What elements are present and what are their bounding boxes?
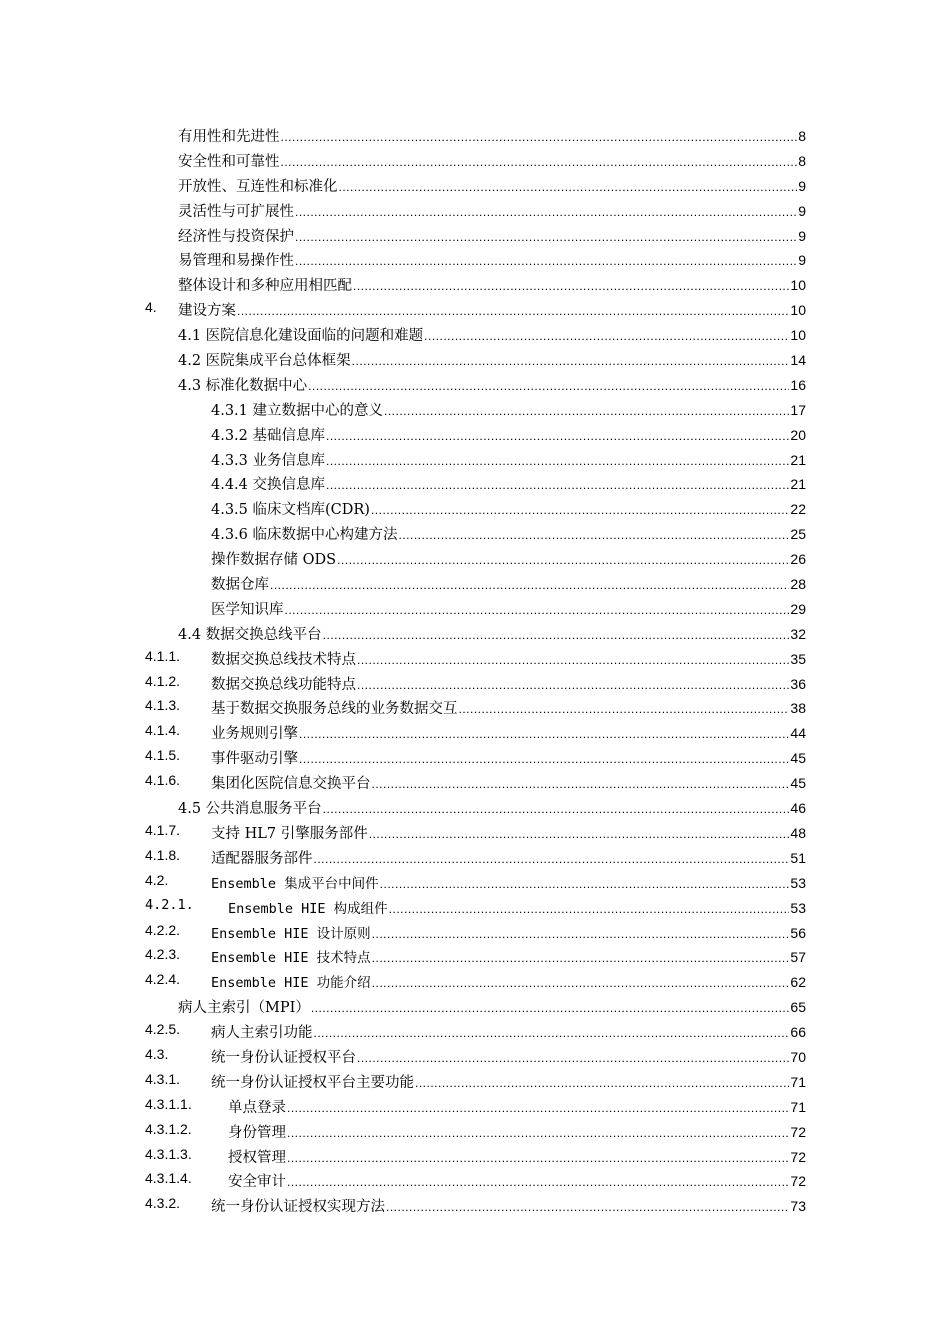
toc-dot-leader: [372, 927, 790, 941]
toc-entry-page: 25: [790, 526, 806, 543]
toc-dot-leader: [357, 1051, 789, 1065]
toc-entry[interactable]: [0, 1044, 950, 1069]
toc-entry[interactable]: [0, 571, 950, 596]
toc-dot-leader: [389, 902, 790, 916]
toc-entry-title: 集团化医院信息交换平台: [211, 776, 371, 793]
toc-entry-page: 72: [790, 1123, 806, 1140]
toc-entry-title: Ensemble HIE 设计原则: [211, 925, 371, 942]
toc-entry-number: 4.1.5.: [145, 747, 181, 764]
toc-entry-title: Ensemble HIE 构成组件: [228, 900, 388, 917]
toc-entry-line: [211, 424, 806, 445]
toc-dot-leader: [287, 1151, 789, 1165]
toc-entry-number: 4.1.6.: [145, 772, 181, 789]
toc-entry-title: 数据仓库: [211, 577, 269, 594]
toc-entry-title: 安全性和可靠性: [178, 153, 280, 170]
toc-entry[interactable]: [0, 994, 950, 1019]
toc-entry[interactable]: [0, 969, 950, 994]
toc-entry-line: [211, 946, 806, 966]
toc-entry[interactable]: [0, 646, 950, 671]
toc-entry-number: 4.1.8.: [145, 846, 181, 863]
toc-entry-page: 8: [798, 152, 806, 169]
toc-entry-page: 53: [790, 899, 806, 916]
toc-dot-leader: [339, 180, 798, 194]
toc-entry-title: 业务规则引擎: [211, 726, 298, 743]
toc-entry[interactable]: [0, 820, 950, 845]
toc-entry-title: 事件驱动引擎: [211, 751, 298, 768]
toc-entry-line: [178, 797, 806, 818]
toc-entry-page: 32: [790, 625, 806, 642]
toc-entry-page: 51: [790, 849, 806, 866]
toc-entry-title: 身份管理: [228, 1124, 286, 1141]
toc-entry[interactable]: [0, 198, 950, 223]
toc-dot-leader: [326, 454, 789, 468]
toc-entry-line: [211, 548, 806, 569]
toc-dot-leader: [295, 205, 797, 219]
toc-dot-leader: [326, 429, 789, 443]
toc-entry-page: 46: [790, 800, 806, 817]
toc-entry[interactable]: [0, 521, 950, 546]
toc-entry-line: [228, 1096, 806, 1117]
toc-entry-line: [211, 697, 806, 718]
toc-entry-number: 4.3.1.3.: [145, 1145, 192, 1162]
toc-entry-title: 4.2 医院集成平台总体框架: [178, 353, 351, 370]
toc-entry-title: 适配器服务部件: [211, 850, 313, 867]
toc-entry-page: 38: [790, 700, 806, 717]
toc-entry-line: [178, 623, 806, 644]
toc-entry[interactable]: [0, 596, 950, 621]
toc-dot-leader: [353, 279, 789, 293]
toc-entry-line: [228, 1121, 806, 1142]
toc-entry-page: 9: [798, 227, 806, 244]
toc-entry-title: 4.5 公共消息服务平台: [178, 801, 322, 818]
toc-entry-line: [228, 1170, 806, 1191]
toc-entry[interactable]: [0, 1069, 950, 1094]
toc-entry-title: 4.1 医院信息化建设面临的问题和难题: [178, 328, 424, 345]
toc-entry[interactable]: [0, 621, 950, 646]
toc-dot-leader: [380, 877, 790, 891]
toc-entry-line: [178, 249, 806, 270]
toc-entry-title: 易管理和易操作性: [178, 253, 294, 270]
toc-entry-title: 基于数据交换服务总线的业务数据交互: [211, 701, 458, 718]
toc-entry[interactable]: [0, 895, 950, 920]
toc-entry-page: 44: [790, 725, 806, 742]
toc-dot-leader: [237, 304, 789, 318]
toc-entry-line: [228, 1146, 806, 1167]
toc-entry-title: 4.4.4 交换信息库: [211, 477, 326, 494]
toc-entry-line: [211, 598, 806, 619]
toc-entry-page: 57: [790, 949, 806, 966]
toc-entry-line: [178, 324, 806, 345]
toc-entry-number: 4.2.3.: [145, 946, 181, 963]
toc-entry[interactable]: [0, 944, 950, 969]
toc-entry-number: 4.1.7.: [145, 821, 181, 838]
toc-entry-number: 4.1.3.: [145, 697, 181, 714]
toc-entry-line: [178, 299, 806, 320]
toc-entry[interactable]: [0, 372, 950, 397]
toc-entry-page: 73: [790, 1198, 806, 1215]
toc-entry-line: [211, 1046, 806, 1067]
toc-entry-title: 整体设计和多种应用相匹配: [178, 278, 352, 295]
toc-entry[interactable]: [0, 1119, 950, 1144]
toc-entry[interactable]: [0, 397, 950, 422]
toc-entry-page: 35: [790, 650, 806, 667]
toc-entry-title: 经济性与投资保护: [178, 228, 294, 245]
toc-entry-line: [211, 498, 806, 519]
toc-entry-title: 数据交换总线技术特点: [211, 651, 356, 668]
toc-dot-leader: [357, 653, 789, 667]
toc-entry-page: 29: [790, 600, 806, 617]
toc-entry-title: 灵活性与可扩展性: [178, 203, 294, 220]
toc-entry-number: 4.2.4.: [145, 971, 181, 988]
toc-dot-leader: [287, 1175, 789, 1189]
toc-dot-leader: [323, 628, 790, 642]
toc-entry-number: 4.3.1.: [145, 1070, 181, 1087]
toc-entry[interactable]: [0, 422, 950, 447]
toc-entry-line: [211, 1195, 806, 1216]
toc-entry-page: 20: [790, 426, 806, 443]
toc-entry[interactable]: [0, 347, 950, 372]
toc-entry-title: 开放性、互连性和标准化: [178, 178, 338, 195]
toc-entry-line: [211, 922, 806, 942]
toc-entry-title: 4.3.3 业务信息库: [211, 452, 326, 469]
toc-entry-page: 53: [790, 874, 806, 891]
toc-entry-page: 71: [790, 1098, 806, 1115]
toc-dot-leader: [270, 578, 789, 592]
toc-entry-page: 62: [790, 974, 806, 991]
toc-dot-leader: [287, 1126, 789, 1140]
toc-entry[interactable]: [0, 272, 950, 297]
toc-entry-line: [211, 822, 806, 843]
toc-entry[interactable]: [0, 471, 950, 496]
toc-entry-number: 4.2.5.: [145, 1021, 181, 1038]
toc-dot-leader: [299, 752, 789, 766]
toc-entry-line: [178, 274, 806, 295]
toc-entry[interactable]: [0, 720, 950, 745]
toc-entry[interactable]: [0, 1193, 950, 1218]
toc-entry-number: 4.3.1.1.: [145, 1095, 192, 1112]
toc-entry-line: [211, 722, 806, 743]
toc-dot-leader: [308, 379, 789, 393]
toc-entry[interactable]: [0, 496, 950, 521]
toc-entry[interactable]: [0, 1144, 950, 1169]
toc-entry-number: 4.3.2.: [145, 1195, 181, 1212]
toc-entry[interactable]: [0, 247, 950, 272]
toc-entry-title: 数据交换总线功能特点: [211, 676, 356, 693]
toc-entry-line: [211, 847, 806, 868]
toc-dot-leader: [369, 827, 790, 841]
toc-entry-title: 4.3.6 临床数据中心构建方法: [211, 527, 398, 544]
toc-entry[interactable]: [0, 447, 950, 472]
toc-dot-leader: [314, 852, 790, 866]
toc-entry-title: 统一身份认证授权实现方法: [211, 1199, 385, 1216]
toc-entry-line: [228, 897, 806, 917]
toc-dot-leader: [314, 1026, 790, 1040]
table-of-contents: [0, 123, 950, 1218]
toc-entry-number: 4.2.1.: [145, 896, 194, 913]
toc-entry-line: [211, 1021, 806, 1042]
toc-dot-leader: [386, 1200, 789, 1214]
toc-dot-leader: [384, 404, 789, 418]
toc-dot-leader: [311, 1001, 790, 1015]
toc-entry-title: 支持 HL7 引擎服务部件: [211, 825, 368, 842]
toc-dot-leader: [337, 553, 789, 567]
toc-entry-page: 36: [790, 675, 806, 692]
toc-dot-leader: [287, 1101, 789, 1115]
toc-entry-title: 4.3.1 建立数据中心的意义: [211, 402, 384, 419]
toc-entry-line: [211, 747, 806, 768]
toc-entry-title: 有用性和先进性: [178, 129, 280, 145]
toc-entry-line: [211, 573, 806, 594]
toc-entry-page: 17: [790, 401, 806, 418]
toc-entry[interactable]: [0, 671, 950, 696]
toc-entry-page: 66: [790, 1024, 806, 1041]
toc-entry-page: 72: [790, 1148, 806, 1165]
toc-dot-leader: [371, 503, 789, 517]
toc-entry-line: [211, 971, 806, 991]
toc-dot-leader: [415, 1076, 789, 1090]
toc-entry-page: 8: [798, 128, 806, 144]
toc-entry-title: 统一身份认证授权平台: [211, 1049, 356, 1066]
toc-entry[interactable]: [0, 745, 950, 770]
toc-entry-page: 9: [798, 177, 806, 194]
toc-entry[interactable]: [0, 695, 950, 720]
toc-entry-page: 45: [790, 750, 806, 767]
toc-entry-line: [211, 473, 806, 494]
toc-entry-page: 9: [798, 202, 806, 219]
toc-entry-line: [211, 399, 806, 420]
toc-entry[interactable]: [0, 173, 950, 198]
toc-entry[interactable]: [0, 1094, 950, 1119]
toc-entry-title: 单点登录: [228, 1099, 286, 1116]
toc-dot-leader: [352, 354, 790, 368]
toc-entry[interactable]: [0, 1168, 950, 1193]
toc-entry-title: 4.3.5 临床文档库(CDR): [211, 502, 370, 519]
toc-entry-number: 4.1.1.: [145, 647, 181, 664]
toc-entry[interactable]: [0, 1019, 950, 1044]
toc-entry-title: 4.3.2 基础信息库: [211, 427, 326, 444]
toc-entry-title: 安全审计: [228, 1174, 286, 1191]
toc-entry-number: 4.3.1.2.: [145, 1120, 192, 1137]
toc-entry[interactable]: [0, 223, 950, 248]
toc-entry-page: 10: [790, 277, 806, 294]
toc-dot-leader: [399, 528, 790, 542]
toc-entry-line: [211, 648, 806, 669]
toc-entry-page: 48: [790, 824, 806, 841]
toc-entry-line: [178, 374, 806, 395]
toc-entry-page: 16: [790, 376, 806, 393]
toc-entry-page: 14: [790, 352, 806, 369]
toc-dot-leader: [459, 702, 790, 716]
toc-entry-line: [178, 175, 806, 196]
toc-entry[interactable]: [0, 770, 950, 795]
toc-entry-page: 21: [790, 451, 806, 468]
toc-entry-title: Ensemble 集成平台中间件: [211, 875, 379, 892]
toc-entry-line: [211, 523, 806, 544]
toc-entry[interactable]: [0, 546, 950, 571]
toc-entry-title: 建设方案: [178, 303, 236, 320]
toc-entry[interactable]: [0, 870, 950, 895]
toc-entry-line: [178, 996, 806, 1017]
toc-entry-line: [211, 673, 806, 694]
toc-entry-page: 10: [790, 327, 806, 344]
toc-entry-number: 4.: [145, 299, 157, 316]
toc-entry-title: 统一身份认证授权平台主要功能: [211, 1074, 414, 1091]
toc-entry-number: 4.3.: [145, 1045, 169, 1062]
toc-entry-page: 26: [790, 551, 806, 568]
toc-entry-number: 4.1.4.: [145, 722, 181, 739]
toc-entry-page: 72: [790, 1173, 806, 1190]
toc-entry-page: 21: [790, 476, 806, 493]
toc-entry[interactable]: [0, 148, 950, 173]
toc-dot-leader: [372, 951, 790, 965]
toc-entry[interactable]: [0, 123, 950, 148]
toc-entry-title: 4.3 标准化数据中心: [178, 377, 308, 394]
toc-entry-title: 病人主索引（MPI）: [178, 1000, 310, 1017]
toc-entry-line: [211, 1071, 806, 1092]
toc-entry-page: 71: [790, 1073, 806, 1090]
toc-dot-leader: [372, 976, 790, 990]
toc-entry-line: [211, 772, 806, 793]
toc-entry-page: 56: [790, 924, 806, 941]
toc-entry-title: 操作数据存储 ODS: [211, 552, 337, 569]
toc-entry-number: 4.2.2.: [145, 921, 181, 938]
toc-entry-line: [178, 125, 806, 146]
toc-dot-leader: [285, 603, 790, 617]
toc-entry-line: [211, 872, 806, 892]
toc-dot-leader: [295, 230, 797, 244]
toc-entry-line: [178, 200, 806, 221]
toc-entry[interactable]: [0, 322, 950, 347]
toc-dot-leader: [424, 329, 789, 343]
toc-entry[interactable]: [0, 795, 950, 820]
toc-entry-line: [178, 150, 806, 171]
toc-entry-title: Ensemble HIE 技术特点: [211, 950, 371, 967]
toc-entry-page: 70: [790, 1048, 806, 1065]
toc-dot-leader: [281, 155, 798, 169]
toc-entry-number: 4.2.: [145, 871, 169, 888]
toc-entry-page: 22: [790, 501, 806, 518]
toc-dot-leader: [295, 254, 797, 268]
toc-entry[interactable]: [0, 297, 950, 322]
toc-entry-line: [211, 449, 806, 470]
toc-entry-line: [178, 225, 806, 246]
toc-dot-leader: [372, 777, 790, 791]
toc-entry-page: 10: [790, 302, 806, 319]
toc-entry-title: 病人主索引功能: [211, 1025, 313, 1042]
toc-entry-line: [178, 349, 806, 370]
toc-entry[interactable]: [0, 920, 950, 945]
toc-dot-leader: [357, 678, 789, 692]
toc-entry-title: 医学知识库: [211, 601, 284, 618]
toc-entry-number: 4.3.1.4.: [145, 1170, 192, 1187]
toc-dot-leader: [281, 130, 798, 144]
toc-dot-leader: [326, 478, 789, 492]
toc-entry-page: 45: [790, 775, 806, 792]
toc-entry-page: 65: [790, 999, 806, 1016]
toc-dot-leader: [299, 727, 789, 741]
toc-entry-title: 4.4 数据交换总线平台: [178, 626, 322, 643]
toc-entry-title: 授权管理: [228, 1149, 286, 1166]
toc-entry[interactable]: [0, 845, 950, 870]
toc-entry-page: 28: [790, 576, 806, 593]
toc-entry-number: 4.1.2.: [145, 672, 181, 689]
toc-entry-page: 9: [798, 252, 806, 269]
toc-dot-leader: [323, 802, 790, 816]
toc-entry-title: Ensemble HIE 功能介绍: [211, 975, 371, 992]
